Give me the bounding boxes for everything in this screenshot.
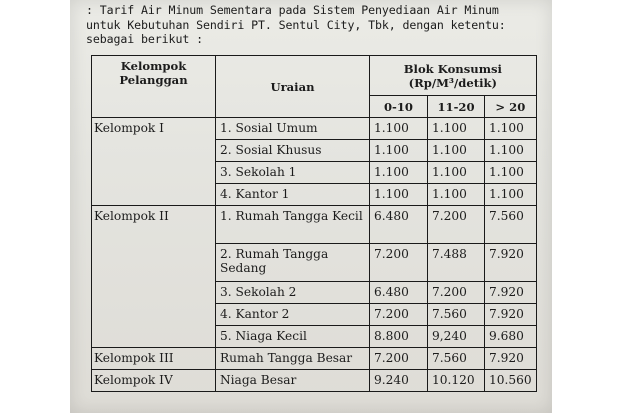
row-value: 7.488 [428, 244, 485, 282]
row-value: 7.560 [428, 304, 485, 326]
tariff-table [91, 55, 537, 392]
row-value: 1.100 [428, 118, 485, 140]
row-desc: 1. Rumah Tangga Kecil [216, 206, 370, 244]
row-value: 7.920 [485, 282, 537, 304]
row-value: 8.800 [370, 326, 428, 348]
row-value: 1.100 [485, 118, 537, 140]
row-value: 1.100 [370, 184, 428, 206]
row-value: 1.100 [370, 162, 428, 184]
table-row [92, 348, 537, 370]
row-value: 7.200 [428, 206, 485, 244]
document-page [70, 0, 552, 413]
row-desc: 3. Sekolah 2 [216, 282, 370, 304]
row-value: 7.200 [370, 348, 428, 370]
row-value: 7.920 [485, 304, 537, 326]
row-desc: Rumah Tangga Besar [216, 348, 370, 370]
row-value: 6.480 [370, 206, 428, 244]
header-range-2: 11-20 [428, 96, 485, 118]
row-value: 6.480 [370, 282, 428, 304]
header-block [370, 56, 537, 96]
row-value: 7.200 [370, 244, 428, 282]
row-value: 1.100 [428, 184, 485, 206]
row-value: 9,240 [428, 326, 485, 348]
intro-text [86, 3, 552, 47]
row-desc: Niaga Besar [216, 370, 370, 392]
row-desc: 1. Sosial Umum [216, 118, 370, 140]
row-value: 1.100 [485, 140, 537, 162]
row-value: 7.920 [485, 348, 537, 370]
row-desc: 4. Kantor 2 [216, 304, 370, 326]
row-value: 10.560 [485, 370, 537, 392]
row-value: 9.680 [485, 326, 537, 348]
group-label: Kelompok III [92, 348, 216, 370]
row-value: 1.100 [485, 162, 537, 184]
row-value: 7.200 [370, 304, 428, 326]
row-value: 7.920 [485, 244, 537, 282]
header-group: Kelompok Pelanggan [92, 56, 216, 118]
row-value: 7.560 [428, 348, 485, 370]
row-desc: 2. Sosial Khusus [216, 140, 370, 162]
table-row [92, 118, 537, 140]
header-block-title: Blok Konsumsi [403, 61, 502, 76]
intro-line-3: sebagai berikut : [86, 32, 203, 46]
row-desc: 5. Niaga Kecil [216, 326, 370, 348]
header-range-3: > 20 [485, 96, 537, 118]
row-value: 1.100 [370, 118, 428, 140]
row-desc: 2. Rumah Tangga Sedang [216, 244, 370, 282]
row-value: 1.100 [370, 140, 428, 162]
row-desc: 3. Sekolah 1 [216, 162, 370, 184]
table-row [92, 370, 537, 392]
intro-line-2: untuk Kebutuhan Sendiri PT. Sentul City, Tbk, dengan ketentu: [86, 17, 506, 32]
row-value: 1.100 [428, 162, 485, 184]
row-desc: 4. Kantor 1 [216, 184, 370, 206]
group-label: Kelompok IV [92, 370, 216, 392]
row-value: 7.560 [485, 206, 537, 244]
header-block-unit: (Rp/M³/detik) [408, 75, 498, 90]
header-range-1: 0-10 [370, 96, 428, 118]
row-value: 1.100 [485, 184, 537, 206]
row-value: 7.200 [428, 282, 485, 304]
group-label: Kelompok I [92, 118, 216, 206]
row-value: 1.100 [428, 140, 485, 162]
group-label: Kelompok II [92, 206, 216, 348]
table-row [92, 206, 537, 244]
intro-line-1: : Tarif Air Minum Sementara pada Sistem Penyediaan Air Minum [86, 3, 499, 17]
row-value: 9.240 [370, 370, 428, 392]
row-value: 10.120 [428, 370, 485, 392]
header-desc: Uraian [216, 56, 370, 118]
